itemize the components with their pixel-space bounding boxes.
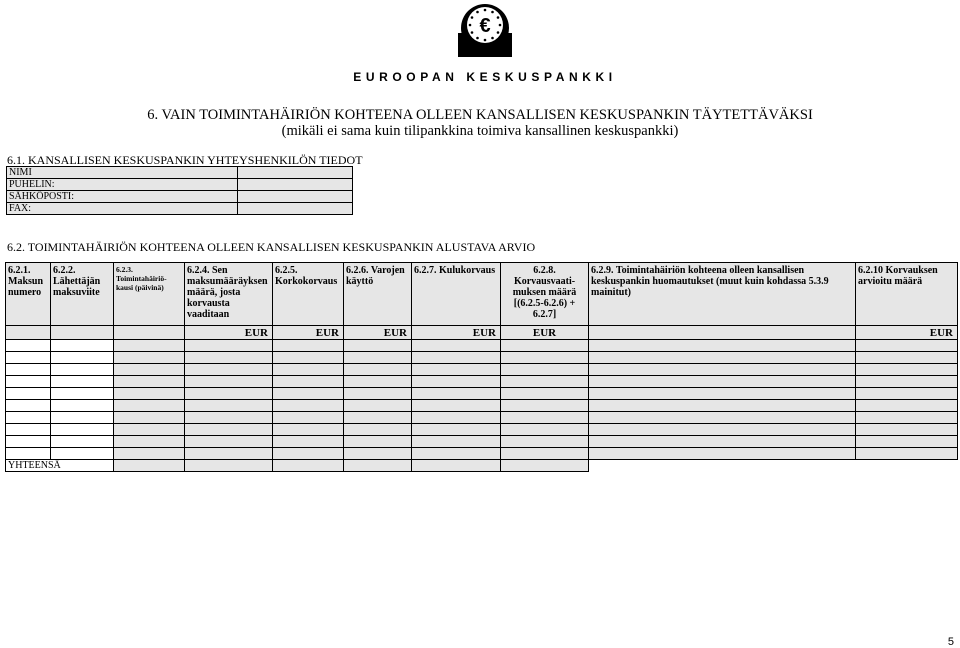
total-cell[interactable] [501, 460, 589, 472]
table-cell[interactable] [6, 388, 51, 400]
table-cell[interactable] [51, 364, 114, 376]
currency-cell [589, 326, 856, 340]
table-cell[interactable] [412, 448, 501, 460]
euro-logo-icon [452, 3, 518, 57]
table-cell[interactable] [501, 400, 589, 412]
table-cell[interactable] [6, 352, 51, 364]
table-cell[interactable] [589, 424, 856, 436]
table-row [6, 352, 958, 364]
table-cell[interactable] [344, 364, 412, 376]
table-cell[interactable] [344, 340, 412, 352]
table-cell[interactable] [589, 400, 856, 412]
col-estimated-compensation: 6.2.10 Korvauksen arvioitu määrä [856, 263, 958, 326]
estimate-table [5, 262, 958, 472]
table-cell[interactable] [501, 364, 589, 376]
email-label: SÄHKÖPOSTI: [7, 191, 238, 203]
contact-row-email [7, 191, 353, 203]
total-label: YHTEENSÄ [6, 460, 114, 472]
fax-field[interactable] [238, 203, 353, 215]
table-row [6, 400, 958, 412]
table-cell[interactable] [51, 412, 114, 424]
fax-label: FAX: [7, 203, 238, 215]
table-cell[interactable] [185, 364, 273, 376]
name-label: NIMI [7, 167, 238, 179]
table-cell[interactable] [51, 352, 114, 364]
col-sender-reference: 6.2.2. Lähettäjän maksuviite [51, 263, 114, 326]
table-cell[interactable] [273, 424, 344, 436]
total-row [6, 460, 958, 472]
table-cell[interactable] [114, 388, 185, 400]
table-cell[interactable] [344, 436, 412, 448]
total-blank [589, 460, 856, 472]
table-cell[interactable] [589, 412, 856, 424]
table-cell[interactable] [412, 436, 501, 448]
table-cell[interactable] [412, 400, 501, 412]
table-cell[interactable] [856, 412, 958, 424]
table-cell[interactable] [501, 448, 589, 460]
table-cell[interactable] [501, 388, 589, 400]
contact-section-heading: 6.1. KANSALLISEN KESKUSPANKIN YHTEYSHENKILÖN TIEDOT [7, 153, 363, 167]
currency-cell [114, 326, 185, 340]
table-cell[interactable] [412, 340, 501, 352]
table-cell[interactable] [856, 388, 958, 400]
table-cell[interactable] [185, 400, 273, 412]
table-cell[interactable] [51, 388, 114, 400]
table-cell[interactable] [856, 436, 958, 448]
table-cell[interactable] [856, 376, 958, 388]
table-cell[interactable] [856, 400, 958, 412]
table-cell[interactable] [501, 436, 589, 448]
email-field[interactable] [238, 191, 353, 203]
table-cell[interactable] [589, 364, 856, 376]
table-cell[interactable] [589, 448, 856, 460]
currency-row [6, 326, 958, 340]
table-cell[interactable] [51, 400, 114, 412]
table-cell[interactable] [412, 364, 501, 376]
table-cell[interactable] [6, 400, 51, 412]
svg-text:€: € [479, 15, 491, 37]
table-cell[interactable] [51, 448, 114, 460]
col-payment-number: 6.2.1. Maksun numero [6, 263, 51, 326]
table-cell[interactable] [273, 352, 344, 364]
table-cell[interactable] [412, 352, 501, 364]
table-cell[interactable] [6, 412, 51, 424]
total-cell[interactable] [273, 460, 344, 472]
table-cell[interactable] [185, 352, 273, 364]
table-cell[interactable] [589, 352, 856, 364]
table-cell[interactable] [6, 340, 51, 352]
name-field[interactable] [238, 167, 353, 179]
col-interest-compensation: 6.2.5. Korkokorvaus [273, 263, 344, 326]
table-cell[interactable] [6, 364, 51, 376]
table-cell[interactable] [412, 388, 501, 400]
table-cell[interactable] [856, 424, 958, 436]
table-cell[interactable] [412, 376, 501, 388]
table-cell[interactable] [114, 448, 185, 460]
table-cell[interactable] [273, 412, 344, 424]
table-cell[interactable] [185, 340, 273, 352]
table-cell[interactable] [273, 448, 344, 460]
table-cell[interactable] [273, 340, 344, 352]
table-cell[interactable] [344, 400, 412, 412]
currency-cell: EUR [856, 326, 958, 340]
estimate-header-row [6, 263, 958, 326]
phone-label: PUHELIN: [7, 179, 238, 191]
table-row [6, 424, 958, 436]
table-cell[interactable] [273, 364, 344, 376]
table-cell[interactable] [344, 424, 412, 436]
currency-cell: EUR [412, 326, 501, 340]
table-cell[interactable] [273, 388, 344, 400]
table-row [6, 376, 958, 388]
table-cell[interactable] [412, 424, 501, 436]
table-cell[interactable] [344, 412, 412, 424]
table-cell[interactable] [185, 448, 273, 460]
col-remarks: 6.2.9. Toimintahäiriön kohteena olleen kansallisen keskuspankin huomautukset (muut kuin kohdassa 5.3.9 mainitut) [589, 263, 856, 326]
table-cell[interactable] [344, 376, 412, 388]
table-cell[interactable] [51, 340, 114, 352]
currency-cell [51, 326, 114, 340]
contact-row-fax [7, 203, 353, 215]
table-cell[interactable] [114, 436, 185, 448]
col-payment-order-amount: 6.2.4. Sen maksumääräyksen määrä, josta korvausta vaaditaan [185, 263, 273, 326]
table-row [6, 340, 958, 352]
table-cell[interactable] [114, 412, 185, 424]
table-cell[interactable] [6, 424, 51, 436]
table-cell[interactable] [6, 448, 51, 460]
table-cell[interactable] [589, 340, 856, 352]
table-cell[interactable] [589, 376, 856, 388]
table-cell[interactable] [501, 376, 589, 388]
table-cell[interactable] [344, 352, 412, 364]
estimate-section-heading: 6.2. TOIMINTAHÄIRIÖN KOHTEENA OLLEEN KANSALLISEN KESKUSPANKIN ALUSTAVA ARVIO [7, 240, 536, 254]
table-cell[interactable] [589, 436, 856, 448]
table-cell[interactable] [114, 340, 185, 352]
table-cell[interactable] [6, 376, 51, 388]
table-cell[interactable] [185, 436, 273, 448]
table-cell[interactable] [273, 436, 344, 448]
table-cell[interactable] [501, 424, 589, 436]
total-cell[interactable] [344, 460, 412, 472]
title-line-2: (mikäli ei sama kuin tilipankkina toimiva kansallinen keskuspankki) [281, 123, 679, 139]
bank-name: EUROOPAN KESKUSPANKKI [353, 70, 617, 84]
contact-table [6, 166, 353, 215]
table-cell[interactable] [501, 340, 589, 352]
total-cell [114, 460, 185, 472]
total-cell[interactable] [185, 460, 273, 472]
page-title [0, 107, 960, 139]
col-claim-amount: 6.2.8. Korvausvaati-muksen määrä [(6.2.5-6.2.6) + 6.2.7] [501, 263, 589, 326]
total-blank [856, 460, 958, 472]
table-row [6, 448, 958, 460]
currency-cell: EUR [501, 326, 589, 340]
table-cell[interactable] [856, 364, 958, 376]
total-cell[interactable] [412, 460, 501, 472]
currency-cell: EUR [273, 326, 344, 340]
table-cell[interactable] [114, 424, 185, 436]
title-line-1: 6. VAIN TOIMINTAHÄIRIÖN KOHTEENA OLLEEN KANSALLISEN KESKUSPANKIN TÄYTETTÄVÄKSI [147, 107, 813, 123]
contact-row-phone [7, 179, 353, 191]
table-cell[interactable] [273, 400, 344, 412]
table-cell[interactable] [114, 364, 185, 376]
table-cell[interactable] [51, 424, 114, 436]
table-row [6, 364, 958, 376]
col-cost-compensation: 6.2.7. Kulukorvaus [412, 263, 501, 326]
table-row [6, 388, 958, 400]
table-cell[interactable] [856, 448, 958, 460]
table-cell[interactable] [6, 436, 51, 448]
phone-field[interactable] [238, 179, 353, 191]
col-malfunction-period: 6.2.3. Toimintahäiriö-kausi (päivinä) [114, 263, 185, 326]
table-cell[interactable] [114, 376, 185, 388]
table-cell[interactable] [589, 388, 856, 400]
table-row [6, 412, 958, 424]
currency-cell: EUR [185, 326, 273, 340]
table-cell[interactable] [501, 352, 589, 364]
contact-row-name [7, 167, 353, 179]
table-cell[interactable] [856, 340, 958, 352]
table-row [6, 436, 958, 448]
table-cell[interactable] [51, 436, 114, 448]
table-cell[interactable] [185, 376, 273, 388]
table-cell[interactable] [114, 352, 185, 364]
table-cell[interactable] [344, 448, 412, 460]
table-cell[interactable] [185, 388, 273, 400]
table-cell[interactable] [273, 376, 344, 388]
currency-cell: EUR [344, 326, 412, 340]
table-cell[interactable] [412, 412, 501, 424]
table-cell[interactable] [501, 412, 589, 424]
table-cell[interactable] [114, 400, 185, 412]
table-cell[interactable] [185, 412, 273, 424]
table-cell[interactable] [51, 376, 114, 388]
table-cell[interactable] [344, 388, 412, 400]
table-cell[interactable] [856, 352, 958, 364]
col-use-of-funds: 6.2.6. Varojen käyttö [344, 263, 412, 326]
page-number: 5 [947, 636, 954, 648]
currency-cell [6, 326, 51, 340]
table-cell[interactable] [185, 424, 273, 436]
